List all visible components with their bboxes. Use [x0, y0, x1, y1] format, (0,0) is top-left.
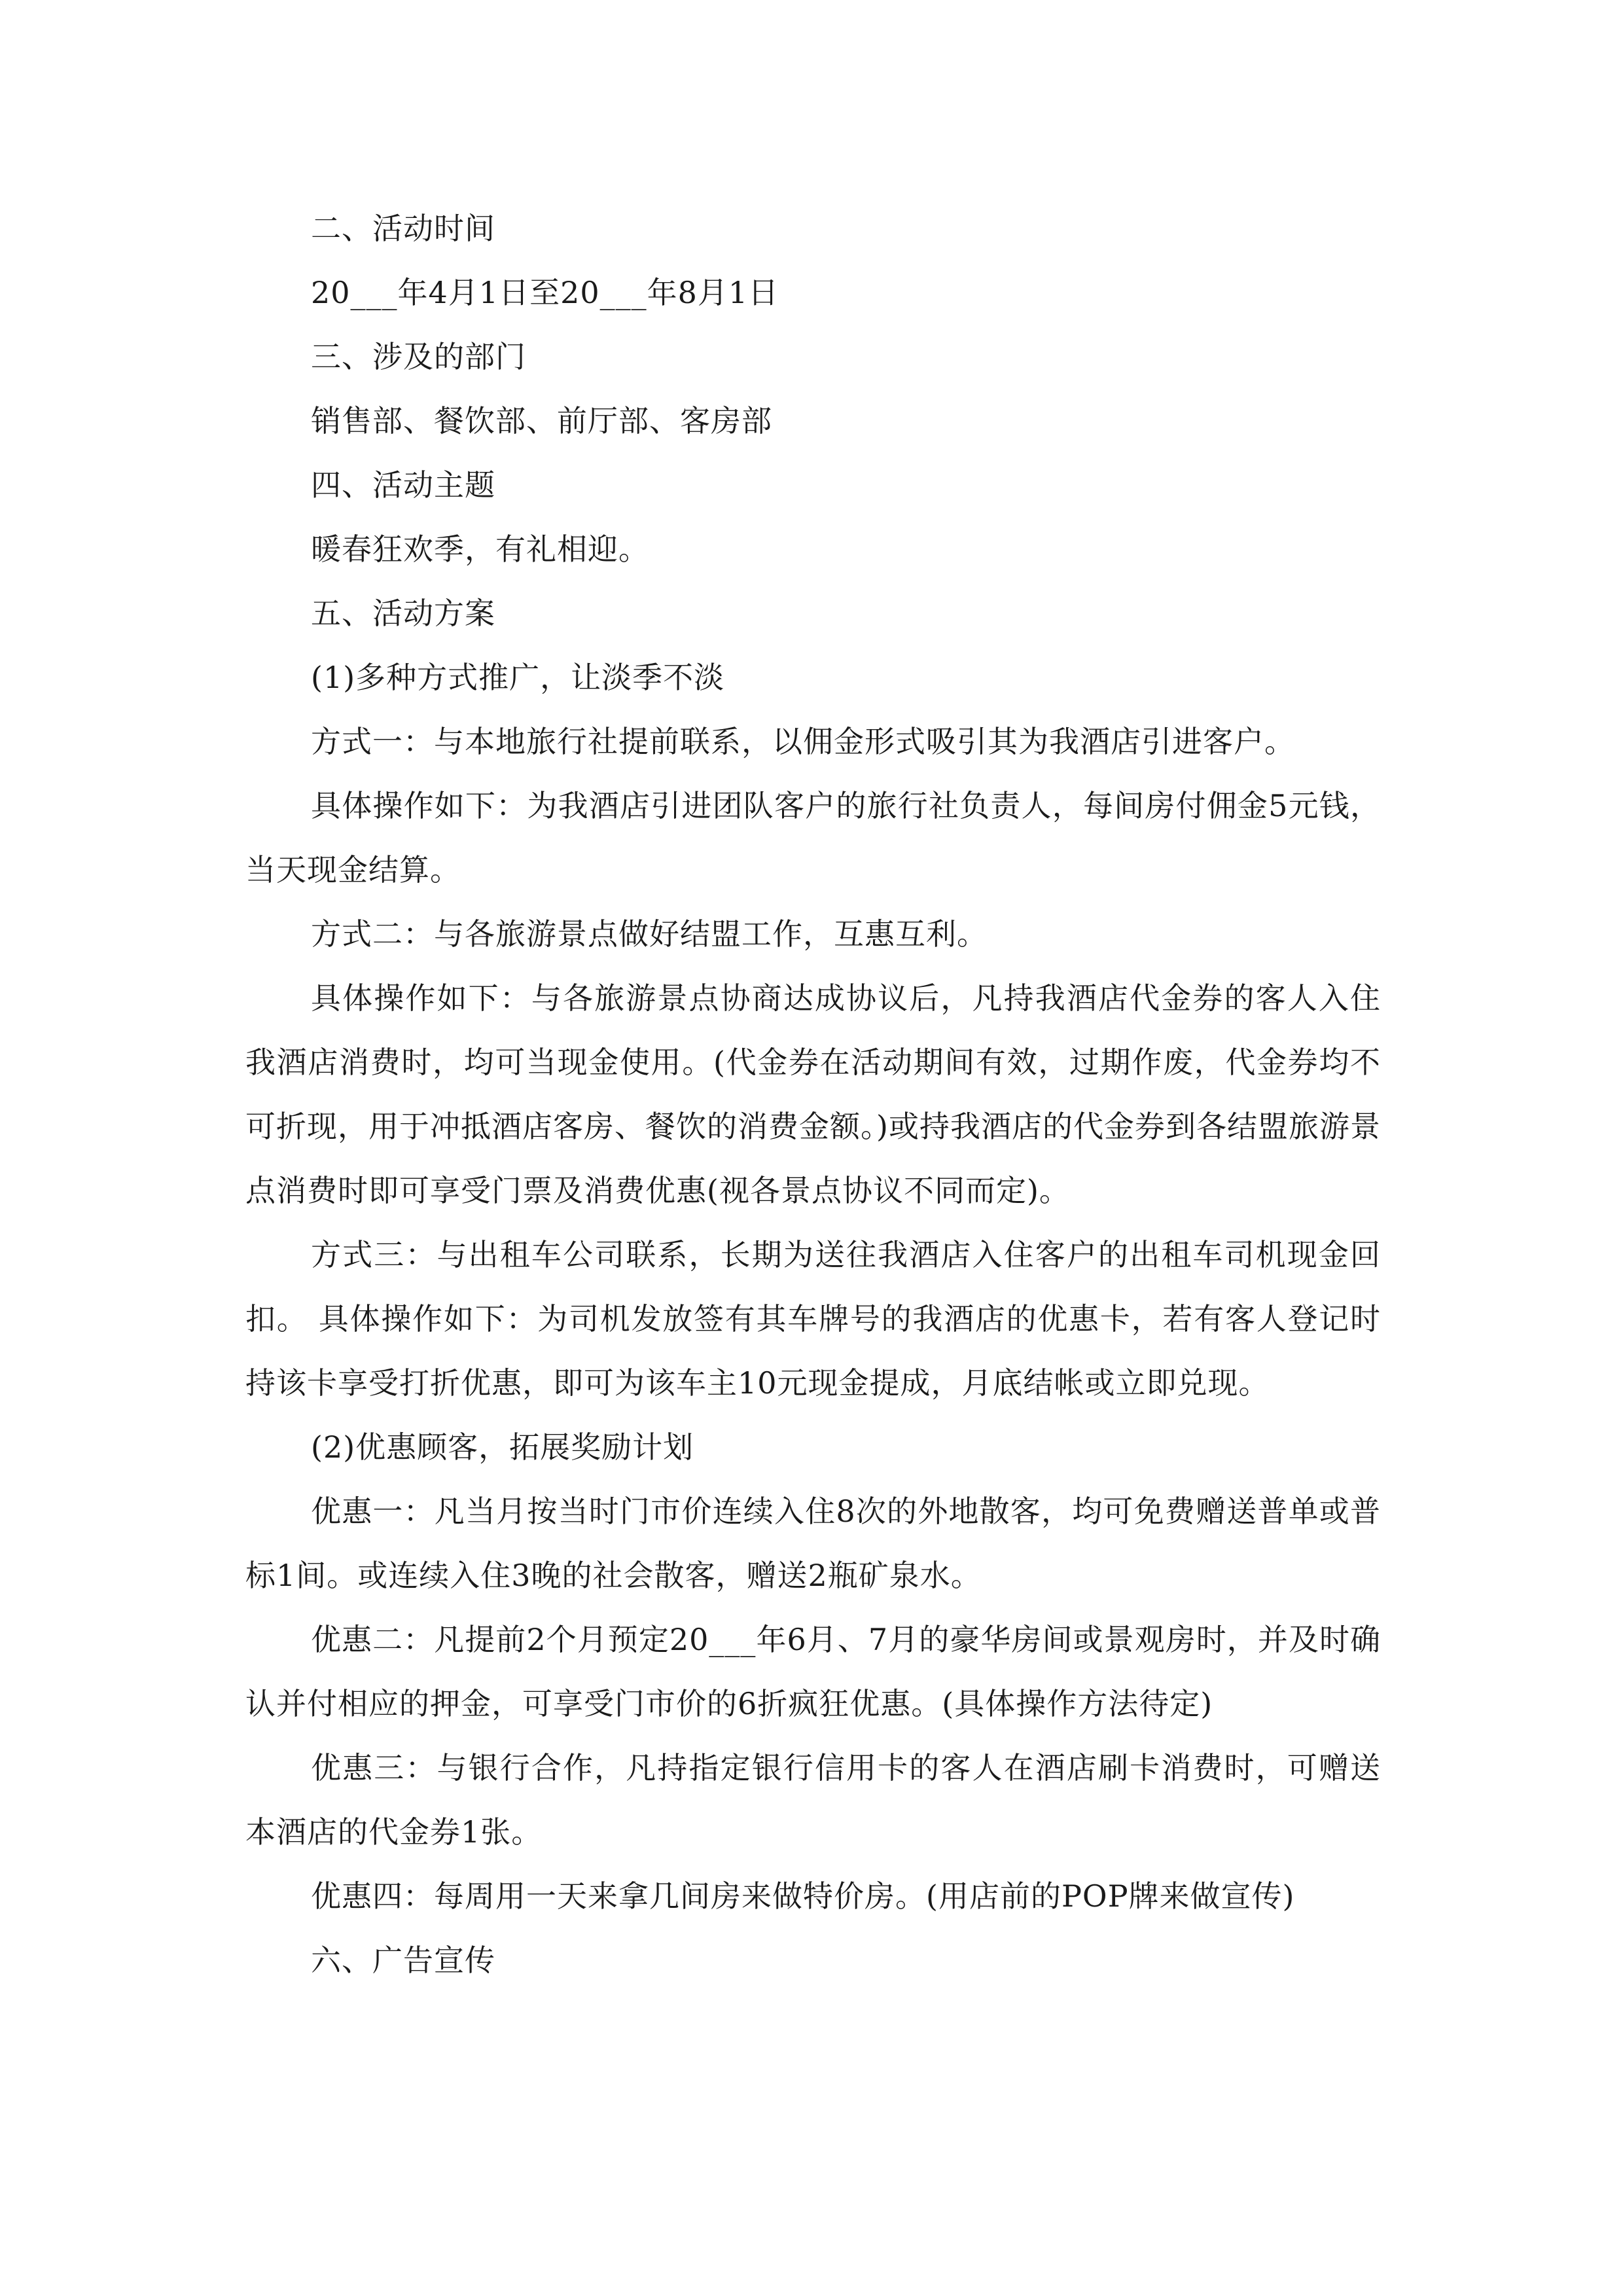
departments-list: 销售部、餐饮部、前厅部、客房部 [311, 403, 772, 439]
method-1-detail: 具体操作如下：为我酒店引进团队客户的旅行社负责人，每间房付佣金5元钱，当天现金结算。 [245, 788, 1381, 888]
offer-3: 优惠三：与银行合作，凡持指定银行信用卡的客人在酒店刷卡消费时，可赠送本酒店的代金券1张。 [245, 1750, 1381, 1850]
offer-1: 优惠一：凡当月按当时门市价连续入住8次的外地散客，均可免费赠送普单或普标1间。或连续入住3晚的社会散客，赠送2瓶矿泉水。 [245, 1494, 1381, 1593]
method-2: 方式二：与各旅游景点做好结盟工作，互惠互利。 [311, 916, 988, 952]
heading-activity-time: 二、活动时间 [311, 211, 495, 246]
method-1: 方式一：与本地旅行社提前联系，以佣金形式吸引其为我酒店引进客户。 [311, 724, 1295, 759]
activity-time-range: 20___年4月1日至20___年8月1日 [311, 275, 779, 310]
document-page [245, 196, 1381, 1992]
heading-theme: 四、活动主题 [311, 467, 495, 503]
offer-2: 优惠二：凡提前2个月预定20___年6月、7月的豪华房间或景观房时，并及时确认并付相应的押金，可享受门市价的6折疯狂优惠。(具体操作方法待定) [245, 1622, 1381, 1721]
theme-text: 暖春狂欢季，有礼相迎。 [311, 531, 649, 567]
heading-advertising: 六、广告宣传 [311, 1943, 495, 1978]
offer-4: 优惠四：每周用一天来拿几间房来做特价房。(用店前的POP牌来做宣传) [311, 1878, 1295, 1914]
method-2-detail: 具体操作如下：与各旅游景点协商达成协议后，凡持我酒店代金券的客人入住我酒店消费时，均可当现金使用。(代金券在活动期间有效，过期作废，代金券均不可折现，用于冲抵酒店客房、餐饮的消费金额。)或持我酒店的代金券到各结盟旅游景点消费时即可享受门票及消费优惠(视各景点协议不同而定)。 [245, 980, 1381, 1208]
heading-plan: 五、活动方案 [311, 596, 495, 631]
plan-2-title: (2)优惠顾客，拓展奖励计划 [311, 1429, 694, 1465]
plan-1-title: (1)多种方式推广，让淡季不淡 [311, 660, 725, 695]
heading-departments: 三、涉及的部门 [311, 339, 526, 374]
method-3: 方式三：与出租车公司联系，长期为送往我酒店入住客户的出租车司机现金回扣。 具体操作如下：为司机发放签有其车牌号的我酒店的优惠卡，若有客人登记时持该卡享受打折优惠，即可为该车主10元现金提成，月底结帐或立即兑现。 [245, 1237, 1381, 1401]
